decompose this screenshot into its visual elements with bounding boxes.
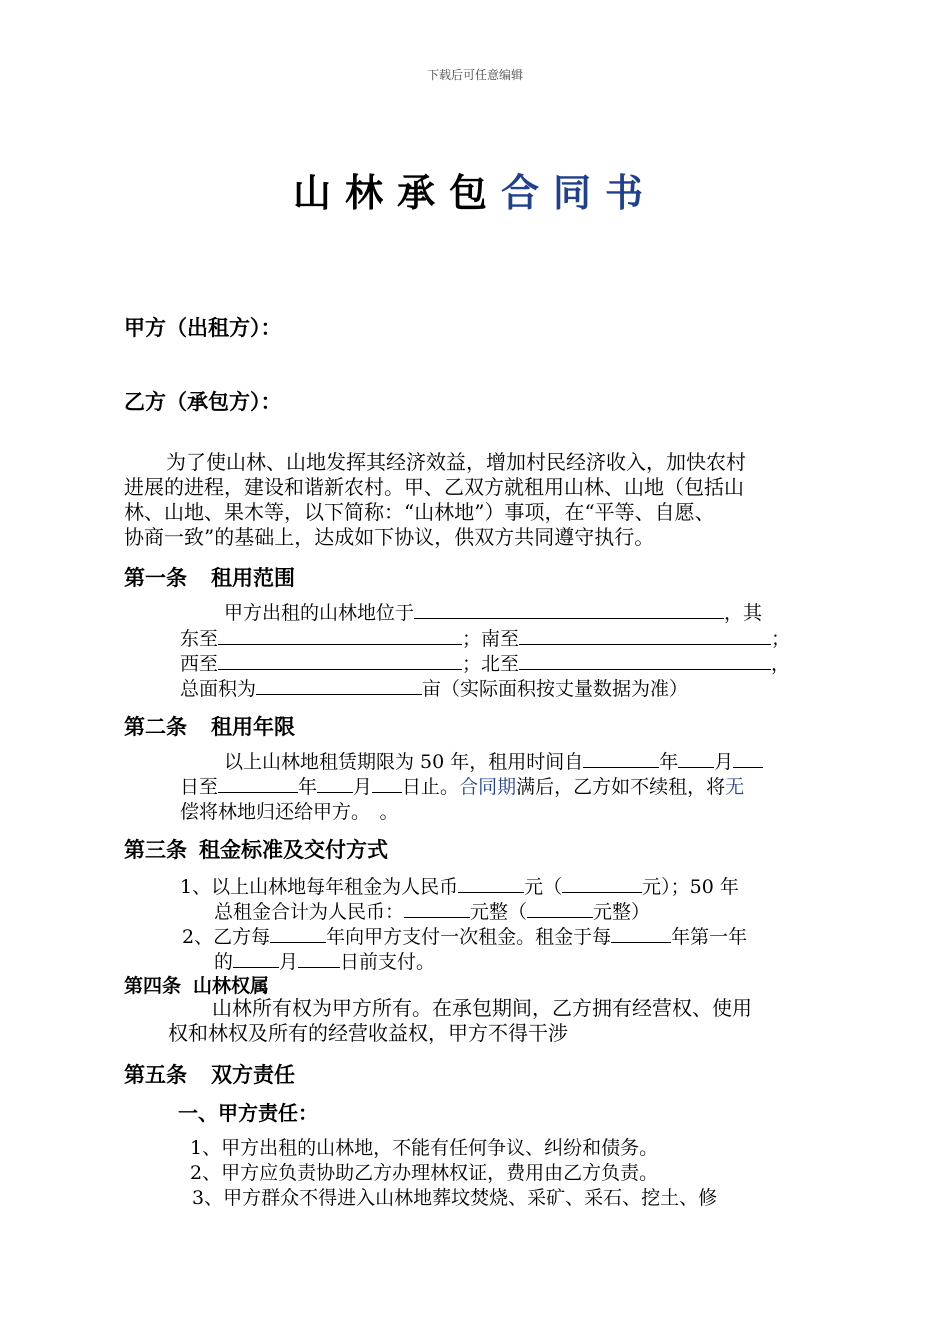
end-month-blank (317, 774, 353, 793)
payment-month-blank (233, 949, 279, 968)
annual-rent-tail: 元）；50 年 (642, 876, 739, 898)
start-month-label: 月 (714, 751, 734, 773)
art1-line-1 (224, 598, 762, 625)
area-blank (256, 676, 422, 695)
total-rent-tail: 元整） (593, 901, 651, 923)
article-3-heading (124, 834, 388, 864)
art4-line-2: 权和林权及所有的经营收益权，甲方不得干涉 (168, 1021, 568, 1045)
article-4-heading (124, 971, 269, 998)
west-blank (218, 651, 462, 670)
art4-line-1: 山林所有权为甲方所有。在承包期间，乙方拥有经营权、使用 (212, 996, 752, 1020)
party-a-duty-1: 1、甲方出租的山林地，不能有任何争议、纠纷和债务。 (190, 1137, 659, 1159)
annual-rent-blank (458, 874, 524, 893)
payment-every-label: 2、乙方每 (182, 926, 271, 948)
art1-line-3 (180, 649, 790, 676)
end-year-blank (218, 774, 298, 793)
annual-rent-label: 1、以上山林地每年租金为人民币 (180, 876, 459, 898)
total-rent-blank (404, 899, 470, 918)
north-label: ；北至 (462, 653, 520, 675)
payment-every-blank (611, 924, 671, 943)
area-label: 总面积为 (180, 678, 257, 700)
south-label: ；南至 (462, 628, 520, 650)
art3-item-1-line-1 (180, 872, 739, 899)
article-4-number: 第四条 (124, 975, 182, 997)
end-day-blank (372, 774, 402, 793)
article-2-number: 第二条 (124, 715, 187, 739)
art1-location-label: 甲方出租的山林地位于 (224, 602, 415, 624)
document-title (0, 162, 950, 217)
east-label: 东至 (180, 628, 219, 650)
article-5-name: 双方责任 (211, 1063, 295, 1087)
north-tail: ， (771, 653, 791, 675)
article-3-number: 第三条 (124, 838, 187, 862)
payment-years-blank (270, 924, 326, 943)
end-day-label: 日止。 (402, 776, 460, 798)
art3-item-2-line-1 (182, 922, 747, 949)
area-tail: 亩（实际面积按丈量数据为准） (422, 678, 689, 700)
art2-line-2 (180, 772, 744, 799)
renewal-text: 满后，乙方如不续租，将 (516, 776, 726, 798)
art1-line-4 (180, 674, 688, 701)
art3-item-2-line-2 (214, 947, 435, 974)
article-3-name: 租金标准及交付方式 (199, 838, 388, 862)
preamble-line-4: 协商一致”的基础上，达成如下协议，供双方共同遵守执行。 (124, 525, 655, 549)
payment-day-blank (298, 949, 340, 968)
west-label: 西至 (180, 653, 219, 675)
day-to-label: 日至 (180, 776, 219, 798)
party-a-duty-2: 2、甲方应负责协助乙方办理林权证，费用由乙方负责。 (190, 1162, 659, 1184)
east-blank (218, 626, 462, 645)
start-day-blank (733, 749, 763, 768)
preamble-line-2: 进展的进程，建设和谐新农村。甲、乙双方就租用山林、山地（包括山 (124, 475, 744, 499)
party-a-duties-heading: 一、甲方责任： (178, 1101, 318, 1125)
annual-rent-unit: 元（ (524, 876, 563, 898)
total-rent-upper-blank (527, 899, 593, 918)
watermark-text: 下载后可任意编辑 (426, 68, 523, 82)
start-year-label: 年 (659, 751, 679, 773)
article-5-number: 第五条 (124, 1063, 187, 1087)
party-b-label: 乙方（承包方）： (124, 390, 282, 414)
total-rent-label: 总租金合计为人民币： (214, 901, 405, 923)
start-year-blank (583, 749, 659, 768)
end-month-label: 月 (353, 776, 373, 798)
party-a-label: 甲方（出租方）： (124, 316, 282, 340)
article-4-name: 山林权属 (193, 975, 270, 997)
title-blue: 合同书 (501, 170, 658, 215)
article-5-heading (124, 1059, 295, 1089)
art3-item-1-line-2 (214, 897, 650, 924)
art2-line-3: 偿将林地归还给甲方。 。 (180, 801, 399, 823)
title-black: 山林承包 (292, 170, 501, 215)
payment-text: 年向甲方支付一次租金。租金于每 (326, 926, 612, 948)
payment-of-label: 的 (214, 951, 234, 973)
payment-day-label: 日前支付。 (340, 951, 436, 973)
article-1-number: 第一条 (124, 566, 187, 590)
annual-rent-upper-blank (562, 874, 642, 893)
preamble-line-1: 为了使山林、山地发挥其经济效益，增加村民经济收入，加快农村 (166, 450, 746, 474)
south-tail: ； (771, 628, 791, 650)
art1-location-tail: ，其 (724, 602, 763, 624)
north-blank (519, 651, 771, 670)
term-label: 以上山林地租赁期限为 50 年，租用时间自 (224, 751, 584, 773)
location-blank (414, 600, 724, 619)
art2-line-1 (224, 747, 763, 774)
south-blank (519, 626, 771, 645)
preamble-line-3: 林、山地、果木等，以下简称：“山林地”）事项，在“平等、自愿、 (124, 500, 715, 524)
contract-period-link: 合同期 (459, 776, 517, 798)
total-rent-unit: 元整（ (470, 901, 528, 923)
art1-line-2 (180, 624, 790, 651)
article-2-name: 租用年限 (211, 715, 295, 739)
free-link: 无 (725, 776, 745, 798)
payment-month-label: 月 (279, 951, 299, 973)
end-year-label: 年 (298, 776, 318, 798)
article-1-name: 租用范围 (211, 566, 295, 590)
payment-first-year: 年第一年 (671, 926, 748, 948)
start-month-blank (678, 749, 714, 768)
article-1-heading (124, 562, 295, 592)
article-2-heading (124, 711, 295, 741)
party-a-duty-3: 3、甲方群众不得进入山林地葬坟焚烧、采矿、采石、挖土、修 (192, 1187, 718, 1209)
